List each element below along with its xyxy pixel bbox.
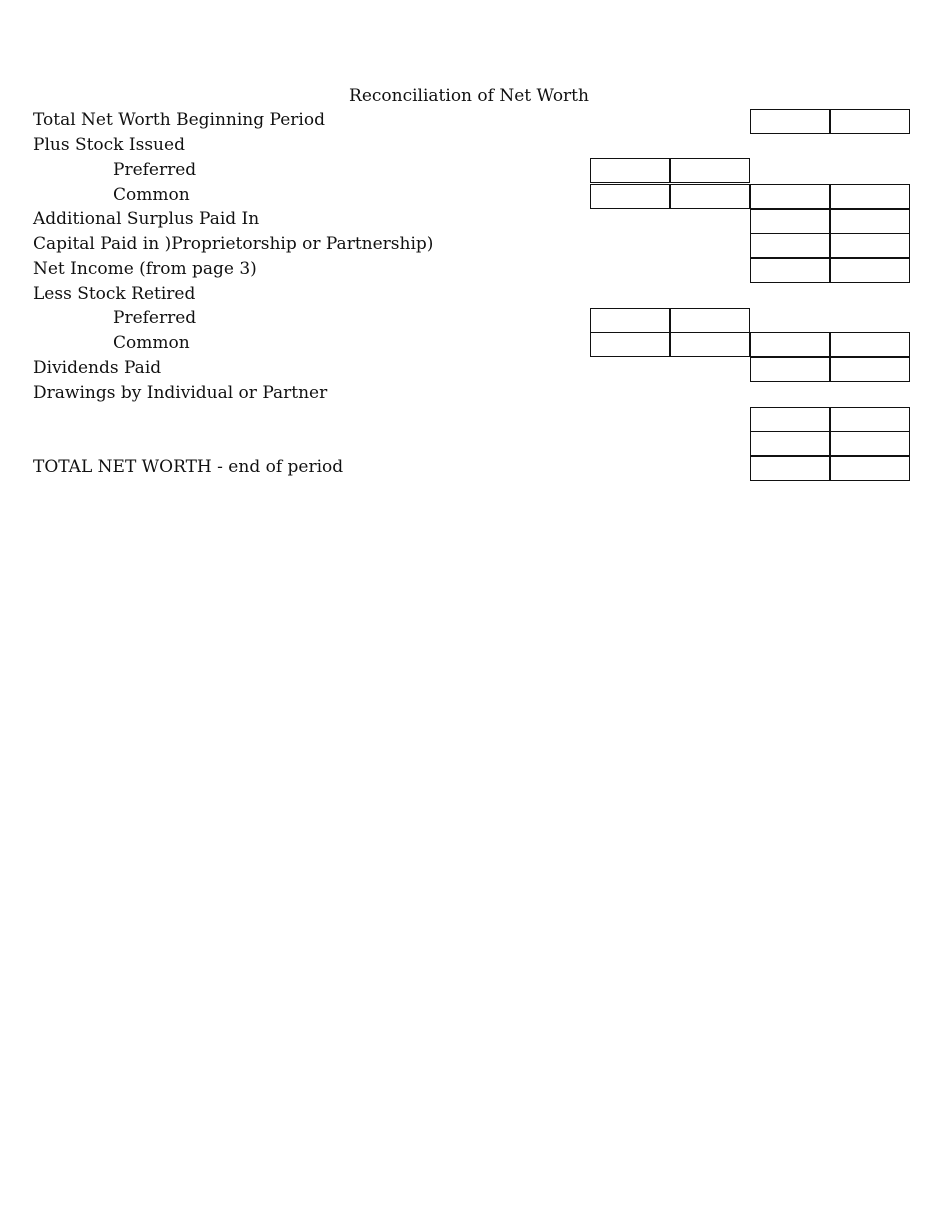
label-plus-stock-issued: Plus Stock Issued — [33, 135, 185, 155]
label-plus-common: Common — [113, 185, 190, 205]
plus-preferred-cell[interactable] — [670, 158, 750, 183]
subtotal-cell[interactable] — [830, 431, 910, 456]
less-preferred-cell[interactable] — [670, 308, 750, 333]
label-less-stock-retired: Less Stock Retired — [33, 284, 196, 304]
label-less-common: Common — [113, 333, 190, 353]
plus-stock-total-cell[interactable] — [750, 184, 830, 209]
label-total-net-worth-end: TOTAL NET WORTH - end of period — [33, 457, 344, 477]
form-title: Reconciliation of Net Worth — [349, 86, 589, 106]
net-income-cell[interactable] — [750, 258, 830, 283]
dividends-paid-cell[interactable] — [750, 357, 830, 382]
beginning-total-cell[interactable] — [830, 109, 910, 134]
label-additional-surplus: Additional Surplus Paid In — [33, 209, 260, 229]
drawings-cell[interactable] — [750, 407, 830, 432]
additional-surplus-cell[interactable] — [830, 209, 910, 234]
plus-preferred-cell[interactable] — [590, 158, 670, 183]
label-plus-preferred: Preferred — [113, 160, 197, 180]
capital-paid-in-cell[interactable] — [750, 233, 830, 258]
label-drawings: Drawings by Individual or Partner — [33, 383, 328, 403]
total-net-worth-end-cell[interactable] — [750, 456, 830, 481]
dividends-paid-cell[interactable] — [830, 357, 910, 382]
additional-surplus-cell[interactable] — [750, 209, 830, 234]
less-preferred-cell[interactable] — [590, 308, 670, 333]
less-common-cell[interactable] — [590, 332, 670, 357]
net-income-cell[interactable] — [830, 258, 910, 283]
label-dividends-paid: Dividends Paid — [33, 358, 162, 378]
label-net-income: Net Income (from page 3) — [33, 259, 257, 279]
label-beginning-net-worth: Total Net Worth Beginning Period — [33, 110, 325, 130]
label-capital-paid-in: Capital Paid in )Proprietorship or Partnership) — [33, 234, 434, 254]
plus-common-cell[interactable] — [670, 184, 750, 209]
subtotal-cell[interactable] — [750, 431, 830, 456]
plus-stock-total-cell[interactable] — [830, 184, 910, 209]
plus-common-cell[interactable] — [590, 184, 670, 209]
total-net-worth-end-cell[interactable] — [830, 456, 910, 481]
less-stock-total-cell[interactable] — [750, 332, 830, 357]
less-common-cell[interactable] — [670, 332, 750, 357]
label-less-preferred: Preferred — [113, 308, 197, 328]
less-stock-total-cell[interactable] — [830, 332, 910, 357]
drawings-cell[interactable] — [830, 407, 910, 432]
beginning-total-cell[interactable] — [750, 109, 830, 134]
capital-paid-in-cell[interactable] — [830, 233, 910, 258]
